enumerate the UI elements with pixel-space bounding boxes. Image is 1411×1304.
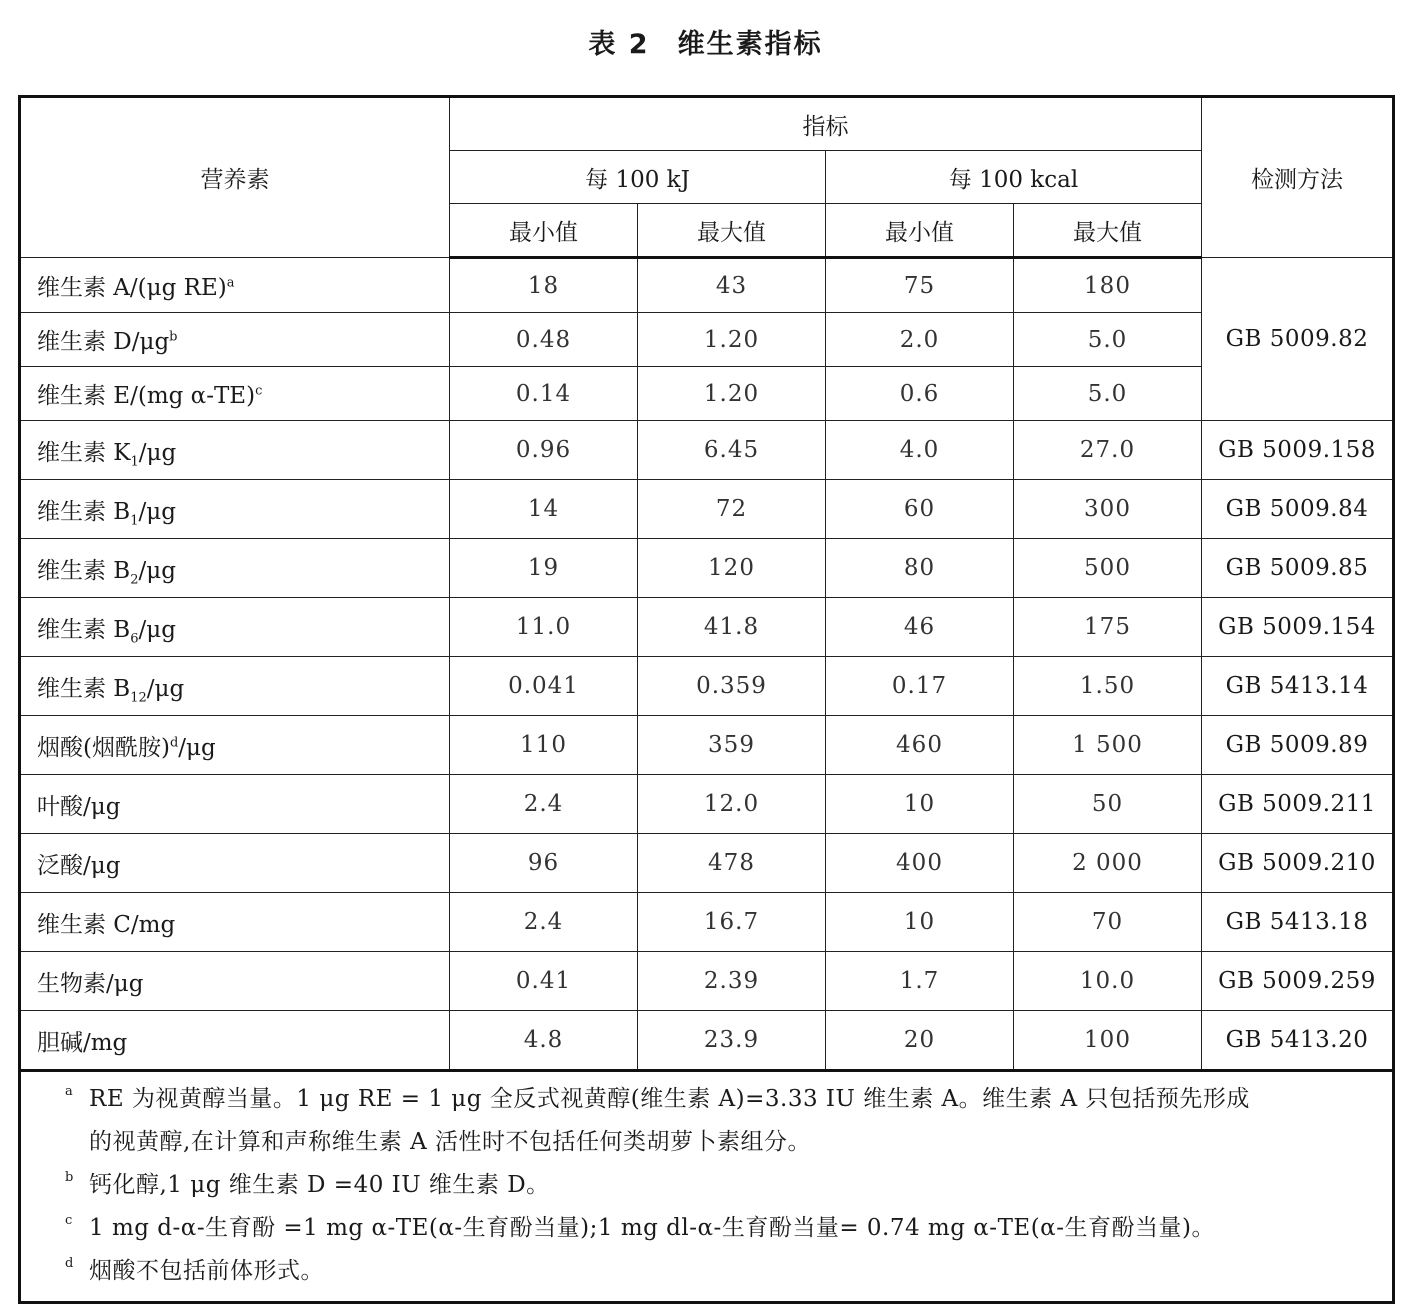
max-per-kj: 6.45: [638, 421, 826, 480]
max-per-kj: 41.8: [638, 598, 826, 657]
table-row: [20, 539, 1394, 598]
min-per-kj: 19: [450, 539, 638, 598]
table-row: [20, 893, 1394, 952]
nutrient-name: 维生素 A/(μg RE)$^a$: [20, 258, 450, 313]
table-row: [20, 775, 1394, 834]
min-per-kcal: 80: [826, 539, 1014, 598]
min-per-kj: 0.14: [450, 367, 638, 421]
max-per-kj: 120: [638, 539, 826, 598]
min-per-kcal: 10: [826, 775, 1014, 834]
header-min-kj: 最小值: [450, 204, 638, 258]
max-per-kcal: 175: [1014, 598, 1202, 657]
table-row: [20, 421, 1394, 480]
max-per-kcal: 1.50: [1014, 657, 1202, 716]
table-row: [20, 480, 1394, 539]
table-row: [20, 657, 1394, 716]
min-per-kj: 110: [450, 716, 638, 775]
test-method: GB 5009.211: [1202, 775, 1394, 834]
max-per-kcal: 5.0: [1014, 313, 1202, 367]
footnotes-row: [20, 1071, 1394, 1303]
nutrient-name: 胆碱/mg: [20, 1011, 450, 1071]
footnote-mark: a: [65, 1084, 74, 1099]
max-per-kj: 23.9: [638, 1011, 826, 1071]
nutrient-name: 叶酸/μg: [20, 775, 450, 834]
min-per-kcal: 75: [826, 258, 1014, 313]
test-method: GB 5009.84: [1202, 480, 1394, 539]
footnote-text: RE 为视黄醇当量。1 μg RE = 1 μg 全反式视黄醇(维生素 A)=3.33 IU 维生素 A。维生素 A 只包括预先形成: [89, 1086, 1250, 1112]
footnote-c: [65, 1207, 1380, 1250]
header-per-kj: 每 100 kJ: [450, 151, 826, 204]
min-per-kj: 11.0: [450, 598, 638, 657]
test-method: GB 5009.154: [1202, 598, 1394, 657]
header-min-kcal: 最小值: [826, 204, 1014, 258]
nutrient-name: 维生素 $D/\mu g^b$: [20, 313, 450, 367]
max-per-kcal: 10.0: [1014, 952, 1202, 1011]
max-per-kcal: 2 000: [1014, 834, 1202, 893]
test-method: GB 5413.18: [1202, 893, 1394, 952]
footnote-a: [65, 1078, 1380, 1164]
nutrient-name: 维生素 $B_6/\mu g$: [20, 598, 450, 657]
max-per-kcal: 5.0: [1014, 367, 1202, 421]
footnote-text: 烟酸不包括前体形式。: [89, 1258, 324, 1284]
test-method: GB 5009.89: [1202, 716, 1394, 775]
min-per-kcal: 400: [826, 834, 1014, 893]
min-per-kcal: 4.0: [826, 421, 1014, 480]
min-per-kj: 0.041: [450, 657, 638, 716]
test-method: GB 5413.20: [1202, 1011, 1394, 1071]
table-row: [20, 952, 1394, 1011]
header-indicator: 指标: [450, 97, 1202, 151]
footnote-text: 钙化醇,1 μg 维生素 D =40 IU 维生素 D。: [89, 1172, 550, 1198]
test-method: GB 5009.85: [1202, 539, 1394, 598]
footnote-b: [65, 1164, 1380, 1207]
min-per-kcal: 60: [826, 480, 1014, 539]
footnote-mark: b: [65, 1170, 74, 1185]
header-max-kcal: 最大值: [1014, 204, 1202, 258]
footnote-text-cont: 的视黄醇,在计算和声称维生素 A 活性时不包括任何类胡萝卜素组分。: [89, 1129, 812, 1155]
min-per-kj: 96: [450, 834, 638, 893]
max-per-kj: 72: [638, 480, 826, 539]
header-method: 检测方法: [1202, 97, 1394, 258]
min-per-kj: 4.8: [450, 1011, 638, 1071]
min-per-kcal: 20: [826, 1011, 1014, 1071]
max-per-kcal: 70: [1014, 893, 1202, 952]
max-per-kcal: 180: [1014, 258, 1202, 313]
min-per-kcal: 2.0: [826, 313, 1014, 367]
min-per-kcal: 0.6: [826, 367, 1014, 421]
table-row: [20, 1011, 1394, 1071]
max-per-kj: 1.20: [638, 367, 826, 421]
nutrient-name: 泛酸/μg: [20, 834, 450, 893]
table-row: [20, 258, 1394, 313]
max-per-kcal: 100: [1014, 1011, 1202, 1071]
table-name: 维生素指标: [677, 29, 823, 60]
footnote-d: [65, 1250, 1380, 1293]
min-per-kcal: 46: [826, 598, 1014, 657]
min-per-kcal: 0.17: [826, 657, 1014, 716]
max-per-kj: 478: [638, 834, 826, 893]
nutrient-name: 维生素 $B_{12}/\mu g$: [20, 657, 450, 716]
max-per-kj: 12.0: [638, 775, 826, 834]
table-row: [20, 367, 1394, 421]
test-method: GB 5009.210: [1202, 834, 1394, 893]
nutrient-name: 维生素 C/mg: [20, 893, 450, 952]
header-nutrient: 营养素: [20, 97, 450, 258]
min-per-kj: 18: [450, 258, 638, 313]
max-per-kj: 2.39: [638, 952, 826, 1011]
table-row: [20, 313, 1394, 367]
max-per-kj: 43: [638, 258, 826, 313]
nutrient-name: 维生素 $B_1/\mu g$: [20, 480, 450, 539]
nutrient-name: 维生素 $B_2/\mu g$: [20, 539, 450, 598]
footnote-mark: d: [65, 1256, 74, 1271]
nutrient-name: 烟酸(烟酰胺)$^d$/μg: [20, 716, 450, 775]
min-per-kj: 0.96: [450, 421, 638, 480]
header-max-kj: 最大值: [638, 204, 826, 258]
max-per-kj: 0.359: [638, 657, 826, 716]
test-method: GB 5413.14: [1202, 657, 1394, 716]
footnotes: [20, 1071, 1394, 1303]
test-method: GB 5009.158: [1202, 421, 1394, 480]
max-per-kcal: 300: [1014, 480, 1202, 539]
min-per-kcal: 460: [826, 716, 1014, 775]
test-method: GB 5009.259: [1202, 952, 1394, 1011]
max-per-kcal: 50: [1014, 775, 1202, 834]
max-per-kcal: 27.0: [1014, 421, 1202, 480]
max-per-kcal: 1 500: [1014, 716, 1202, 775]
nutrient-name: 维生素 E/(mg α-TE)$^c$: [20, 367, 450, 421]
min-per-kj: 0.41: [450, 952, 638, 1011]
vitamin-indicator-table: [18, 95, 1395, 1304]
table-row: [20, 598, 1394, 657]
min-per-kj: 2.4: [450, 775, 638, 834]
min-per-kcal: 1.7: [826, 952, 1014, 1011]
max-per-kj: 359: [638, 716, 826, 775]
footnote-text: 1 mg d-α-生育酚 =1 mg α-TE(α-生育酚当量);1 mg dl-α-生育酚当量= 0.74 mg α-TE(α-生育酚当量)。: [89, 1215, 1215, 1241]
table-title: [0, 22, 1411, 61]
min-per-kj: 0.48: [450, 313, 638, 367]
min-per-kcal: 10: [826, 893, 1014, 952]
max-per-kj: 1.20: [638, 313, 826, 367]
nutrient-name: 生物素/μg: [20, 952, 450, 1011]
test-method-merged: GB 5009.82: [1202, 258, 1394, 421]
table-row: [20, 716, 1394, 775]
min-per-kj: 2.4: [450, 893, 638, 952]
max-per-kj: 16.7: [638, 893, 826, 952]
max-per-kcal: 500: [1014, 539, 1202, 598]
nutrient-name: 维生素 $K_1/\mu g$: [20, 421, 450, 480]
min-per-kj: 14: [450, 480, 638, 539]
header-per-kcal: 每 100 kcal: [826, 151, 1202, 204]
footnote-mark: c: [65, 1213, 73, 1228]
table-number: 表 2: [588, 29, 650, 60]
table-row: [20, 834, 1394, 893]
